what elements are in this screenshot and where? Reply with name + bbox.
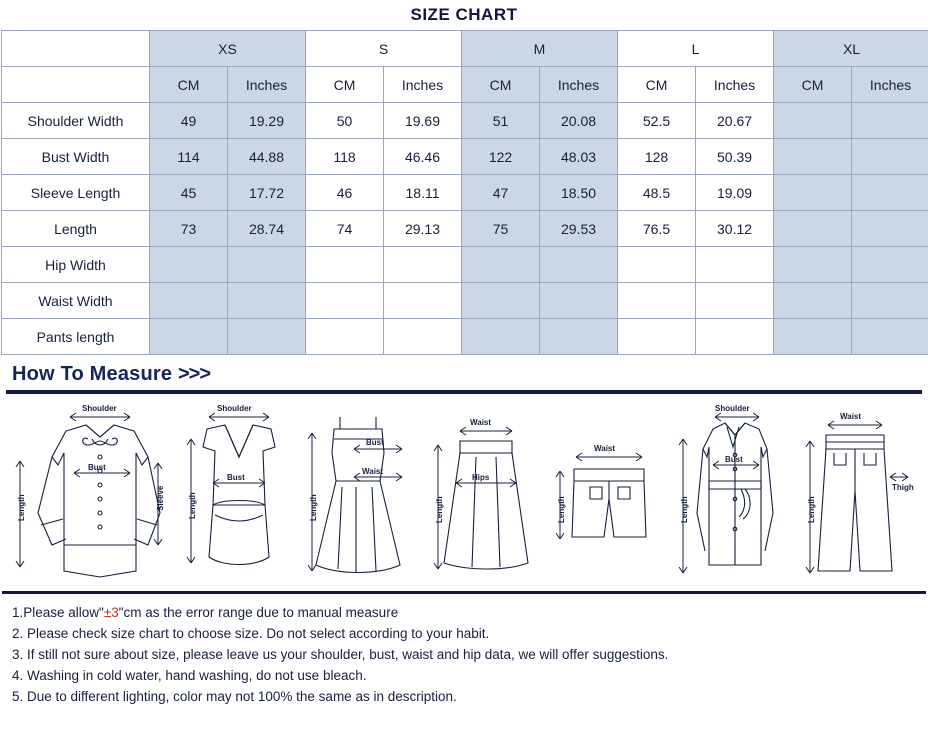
cell-pants-xl-cm	[774, 319, 852, 355]
label-length: Length	[435, 496, 445, 523]
cell-bust-xl-cm	[774, 139, 852, 175]
measure-figures	[2, 394, 926, 594]
cell-shoulder-s-cm: 50	[306, 103, 384, 139]
cell-shoulder-xs-in: 19.29	[228, 103, 306, 139]
cell-waist-l-in	[696, 283, 774, 319]
label-length: Length	[188, 492, 198, 519]
cell-hip-s-in	[384, 247, 462, 283]
unit-xl-cm: CM	[774, 67, 852, 103]
row-label-sleeve-length: Sleeve Length	[2, 175, 150, 211]
cell-pants-m-in	[540, 319, 618, 355]
cell-bust-xs-cm: 114	[150, 139, 228, 175]
cell-shoulder-s-in: 19.69	[384, 103, 462, 139]
note-line-4: 4. Washing in cold water, hand washing, do not use bleach.	[12, 668, 367, 683]
page-title-bar	[0, 0, 928, 30]
how-to-measure-section	[0, 359, 928, 594]
cell-pants-xs-in	[228, 319, 306, 355]
cell-shoulder-m-cm: 51	[462, 103, 540, 139]
cell-length-xl-cm	[774, 211, 852, 247]
unit-l-in: Inches	[696, 67, 774, 103]
figure-long-coat	[669, 395, 799, 591]
cell-hip-m-cm	[462, 247, 540, 283]
cell-length-xs-cm: 73	[150, 211, 228, 247]
cell-hip-xs-cm	[150, 247, 228, 283]
table-header-sizes	[2, 31, 928, 67]
cell-pants-s-in	[384, 319, 462, 355]
unit-xs-in: Inches	[228, 67, 306, 103]
size-header-xl: XL	[774, 31, 928, 67]
table-row	[2, 139, 928, 175]
cell-waist-xs-cm	[150, 283, 228, 319]
unit-s-in: Inches	[384, 67, 462, 103]
label-length: Length	[806, 496, 816, 523]
unit-l-cm: CM	[618, 67, 696, 103]
row-label-shoulder-width: Shoulder Width	[2, 103, 150, 139]
cell-sleeve-xs-cm: 45	[150, 175, 228, 211]
row-label-pants-length: Pants length	[2, 319, 150, 355]
size-header-s: S	[306, 31, 462, 67]
table-row	[2, 283, 928, 319]
label-shoulder: Shoulder	[82, 404, 117, 413]
note-1-post: "cm as the error range due to manual measure	[118, 605, 399, 620]
note-line-2: 2. Please check size chart to choose size. Do not select according to your habit.	[12, 626, 490, 641]
row-label-waist-width: Waist Width	[2, 283, 150, 319]
cell-length-xs-in: 28.74	[228, 211, 306, 247]
label-hips: Hips	[472, 473, 490, 482]
table-row	[2, 319, 928, 355]
arrows-icon: >>>	[178, 363, 211, 385]
cell-sleeve-s-in: 18.11	[384, 175, 462, 211]
label-length: Length	[679, 496, 689, 523]
label-bust: Bust	[88, 463, 106, 472]
cell-sleeve-m-cm: 47	[462, 175, 540, 211]
cell-shoulder-xs-cm: 49	[150, 103, 228, 139]
cell-shoulder-xl-cm	[774, 103, 852, 139]
table-row	[2, 247, 928, 283]
figure-shorts	[548, 395, 668, 591]
figure-dress-flared	[300, 395, 425, 591]
label-waist: Waist	[839, 412, 861, 421]
notes-list	[0, 594, 928, 707]
cell-pants-xl-in	[852, 319, 928, 355]
cell-length-m-cm: 75	[462, 211, 540, 247]
cell-bust-m-cm: 122	[462, 139, 540, 175]
cell-shoulder-xl-in	[852, 103, 928, 139]
row-label-bust-width: Bust Width	[2, 139, 150, 175]
cell-waist-m-cm	[462, 283, 540, 319]
cell-hip-l-in	[696, 247, 774, 283]
table-row	[2, 211, 928, 247]
note-line-1	[12, 602, 916, 623]
cell-waist-xl-cm	[774, 283, 852, 319]
unit-xs-cm: CM	[150, 67, 228, 103]
cell-bust-l-in: 50.39	[696, 139, 774, 175]
label-shoulder: Shoulder	[217, 404, 252, 413]
label-bust: Bust	[724, 455, 743, 464]
cell-hip-m-in	[540, 247, 618, 283]
label-shoulder: Shoulder	[714, 404, 750, 413]
how-to-measure-heading	[2, 359, 926, 388]
cell-waist-s-cm	[306, 283, 384, 319]
note-line-3: 3. If still not sure about size, please leave us your shoulder, bust, waist and hip data, we will offer suggestions.	[12, 647, 669, 662]
cell-length-xl-in	[852, 211, 928, 247]
label-waist: Waist	[593, 444, 615, 453]
cell-pants-l-in	[696, 319, 774, 355]
cell-sleeve-m-in: 18.50	[540, 175, 618, 211]
cell-hip-xl-cm	[774, 247, 852, 283]
label-waist: Waist	[470, 418, 492, 427]
label-length: Length	[309, 494, 319, 521]
cell-sleeve-l-cm: 48.5	[618, 175, 696, 211]
cell-waist-xs-in	[228, 283, 306, 319]
cell-bust-xs-in: 44.88	[228, 139, 306, 175]
size-header-l: L	[618, 31, 774, 67]
label-bust: Bust	[366, 438, 385, 447]
unit-m-in: Inches	[540, 67, 618, 103]
cell-length-l-cm: 76.5	[618, 211, 696, 247]
cell-pants-xs-cm	[150, 319, 228, 355]
label-waist: Waist	[362, 467, 384, 476]
cell-bust-s-cm: 118	[306, 139, 384, 175]
note-1-tolerance: ±3	[103, 605, 119, 620]
size-header-xs: XS	[150, 31, 306, 67]
cell-waist-l-cm	[618, 283, 696, 319]
cell-shoulder-l-cm: 52.5	[618, 103, 696, 139]
cell-length-l-in: 30.12	[696, 211, 774, 247]
cell-length-s-in: 29.13	[384, 211, 462, 247]
cell-hip-xl-in	[852, 247, 928, 283]
unit-xl-in: Inches	[852, 67, 928, 103]
cell-shoulder-l-in: 20.67	[696, 103, 774, 139]
cell-hip-s-cm	[306, 247, 384, 283]
size-header-m: M	[462, 31, 618, 67]
cell-waist-xl-in	[852, 283, 928, 319]
page-title: SIZE CHART	[410, 5, 518, 24]
label-sleeve: Sleeve	[156, 485, 165, 511]
corner-cell	[2, 31, 150, 67]
unit-corner-cell	[2, 67, 150, 103]
cell-waist-s-in	[384, 283, 462, 319]
cell-shoulder-m-in: 20.08	[540, 103, 618, 139]
cell-bust-xl-in	[852, 139, 928, 175]
label-bust: Bust	[227, 473, 245, 482]
cell-bust-m-in: 48.03	[540, 139, 618, 175]
how-to-measure-heading-text: How To Measure	[12, 363, 173, 385]
cell-bust-s-in: 46.46	[384, 139, 462, 175]
cell-pants-m-cm	[462, 319, 540, 355]
table-row	[2, 103, 928, 139]
figure-tank-top	[179, 395, 299, 591]
label-length: Length	[556, 496, 566, 523]
size-chart-table	[1, 30, 928, 355]
cell-length-s-cm: 74	[306, 211, 384, 247]
cell-sleeve-s-cm: 46	[306, 175, 384, 211]
cell-bust-l-cm: 128	[618, 139, 696, 175]
unit-m-cm: CM	[462, 67, 540, 103]
cell-pants-l-cm	[618, 319, 696, 355]
label-length: Length	[17, 494, 26, 521]
cell-pants-s-cm	[306, 319, 384, 355]
cell-hip-l-cm	[618, 247, 696, 283]
note-line-5: 5. Due to different lighting, color may not 100% the same as in description.	[12, 689, 457, 704]
row-label-hip-width: Hip Width	[2, 247, 150, 283]
unit-s-cm: CM	[306, 67, 384, 103]
cell-length-m-in: 29.53	[540, 211, 618, 247]
figure-pants	[800, 395, 920, 591]
cell-sleeve-xl-in	[852, 175, 928, 211]
cell-sleeve-xl-cm	[774, 175, 852, 211]
figure-blouse	[8, 395, 178, 591]
cell-sleeve-xs-in: 17.72	[228, 175, 306, 211]
row-label-length: Length	[2, 211, 150, 247]
label-thigh: Thigh	[891, 483, 914, 492]
table-row	[2, 175, 928, 211]
cell-hip-xs-in	[228, 247, 306, 283]
figure-skirt	[426, 395, 546, 591]
table-header-units	[2, 67, 928, 103]
note-1-pre: 1.Please allow"	[12, 605, 104, 620]
cell-waist-m-in	[540, 283, 618, 319]
cell-sleeve-l-in: 19.09	[696, 175, 774, 211]
